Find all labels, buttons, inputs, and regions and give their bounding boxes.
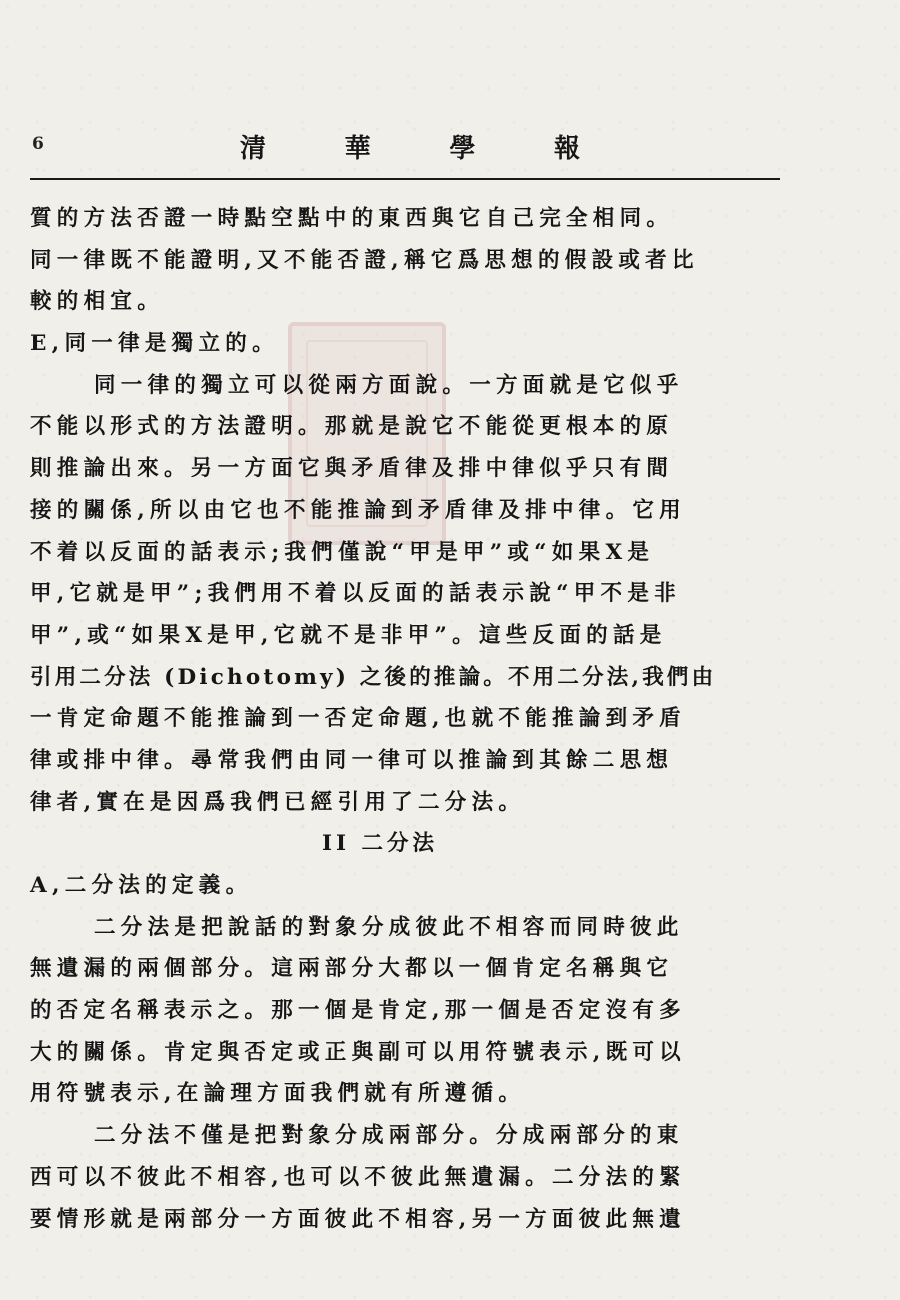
text-line: 同一律既不能證明,又不能否證,稱它爲思想的假設或者比 — [30, 247, 699, 273]
text-line: 律者,實在是因爲我們已經引用了二分法。 — [30, 789, 526, 815]
header-char: 學 — [449, 134, 476, 164]
section-title-ii: II 二分法 — [321, 831, 439, 857]
text-line: 甲”,或“如果X是甲,它就不是非甲”。這些反面的話是 — [30, 622, 667, 648]
text-line: 西可以不彼此不相容,也可以不彼此無遺漏。二分法的緊 — [30, 1164, 686, 1190]
running-header — [240, 128, 580, 165]
header-char: 清 — [240, 134, 267, 164]
text-line: 一肯定命題不能推論到一否定命題,也就不能推論到矛盾 — [30, 706, 686, 732]
paragraph-first-line: 二分法不僅是把對象分成兩部分。分成兩部分的東 — [94, 1123, 684, 1149]
text-line: 的否定名稱表示之。那一個是肯定,那一個是否定沒有多 — [30, 998, 686, 1024]
text-line: 較的相宜。 — [30, 289, 165, 315]
header-rule — [30, 178, 780, 180]
section-heading-e: E,同一律是獨立的。 — [30, 331, 279, 357]
text-line: 甲,它就是甲”;我們用不着以反面的話表示說“甲不是非 — [30, 581, 681, 607]
text-line: 不着以反面的話表示;我們僅說“甲是甲”或“如果X是 — [30, 539, 655, 565]
paragraph-first-line: 二分法是把說話的對象分成彼此不相容而同時彼此 — [94, 914, 684, 940]
body-text — [30, 198, 790, 1240]
text-line: 律或排中律。尋常我們由同一律可以推論到其餘二思想 — [30, 747, 674, 773]
text-line: 引用二分法 (Dichotomy) 之後的推論。不用二分法,我們由 — [30, 664, 717, 690]
text-line: 則推論出來。另一方面它與矛盾律及排中律似乎只有間 — [30, 456, 674, 482]
paragraph-first-line: 同一律的獨立可以從兩方面說。一方面就是它似乎 — [94, 372, 684, 398]
text-line: 不能以形式的方法證明。那就是說它不能從更根本的原 — [30, 414, 674, 440]
text-line: 用符號表示,在論理方面我們就有所遵循。 — [30, 1081, 526, 1107]
text-line: 無遺漏的兩個部分。這兩部分大都以一個肯定名稱與它 — [30, 956, 674, 982]
text-line: 要情形就是兩部分一方面彼此不相容,另一方面彼此無遺 — [30, 1206, 686, 1232]
text-line: 質的方法否證一時點空點中的東西與它自己完全相同。 — [30, 206, 674, 231]
text-line: 大的關係。肯定與否定或正與副可以用符號表示,既可以 — [30, 1039, 686, 1065]
header-char: 報 — [553, 134, 580, 164]
section-heading-a: A,二分法的定義。 — [30, 873, 253, 898]
page-number: 6 — [32, 134, 44, 154]
text-line: 接的關係,所以由它也不能推論到矛盾律及排中律。它用 — [30, 497, 686, 523]
header-char: 華 — [344, 134, 371, 164]
